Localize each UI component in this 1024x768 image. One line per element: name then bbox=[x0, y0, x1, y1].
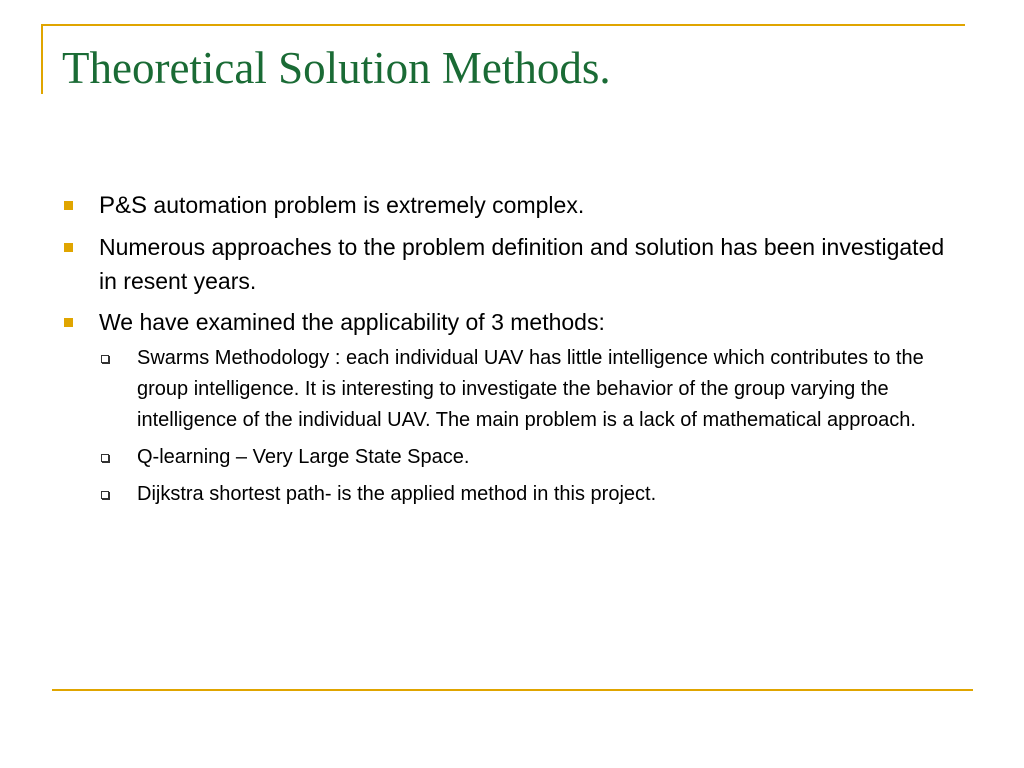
slide-title: Theoretical Solution Methods. bbox=[62, 43, 611, 93]
bullet-text: We have examined the applicability of 3 methods: bbox=[99, 309, 605, 335]
sub-bullet-list bbox=[99, 343, 964, 510]
bullet-item bbox=[64, 305, 964, 510]
bullet-text: Numerous approaches to the problem definition and solution has been investigated in resent years. bbox=[99, 234, 945, 294]
bullet-text: automation problem is extremely complex. bbox=[147, 192, 585, 218]
sub-bullet-text: Q-learning – Very Large State Space. bbox=[137, 446, 470, 468]
bullet-prefix: P&S bbox=[99, 192, 148, 219]
hollow-square-bullet-icon bbox=[101, 454, 109, 462]
bullet-list bbox=[64, 188, 964, 510]
sub-bullet-item bbox=[99, 442, 947, 473]
sub-bullet-item bbox=[99, 479, 947, 510]
sub-bullet-text: Swarms Methodology : each individual UAV has little intelligence which contributes to the group intelligence. It is interesting to investigate the behavior of the group varying the intelligence of the individual UAV. The main problem is a lack of mathematical approach. bbox=[137, 347, 924, 431]
top-divider bbox=[41, 24, 965, 26]
sub-bullet-text: Dijkstra shortest path- is the applied method in this project. bbox=[137, 483, 657, 505]
square-bullet-icon bbox=[64, 201, 73, 210]
left-divider bbox=[41, 24, 43, 94]
sub-bullet-item bbox=[99, 343, 947, 436]
hollow-square-bullet-icon bbox=[101, 355, 109, 363]
bullet-item bbox=[64, 188, 964, 223]
bullet-item bbox=[64, 230, 964, 298]
square-bullet-icon bbox=[64, 318, 73, 327]
square-bullet-icon bbox=[64, 243, 73, 252]
hollow-square-bullet-icon bbox=[101, 491, 109, 499]
bottom-divider bbox=[52, 689, 973, 691]
slide-body bbox=[64, 188, 964, 517]
